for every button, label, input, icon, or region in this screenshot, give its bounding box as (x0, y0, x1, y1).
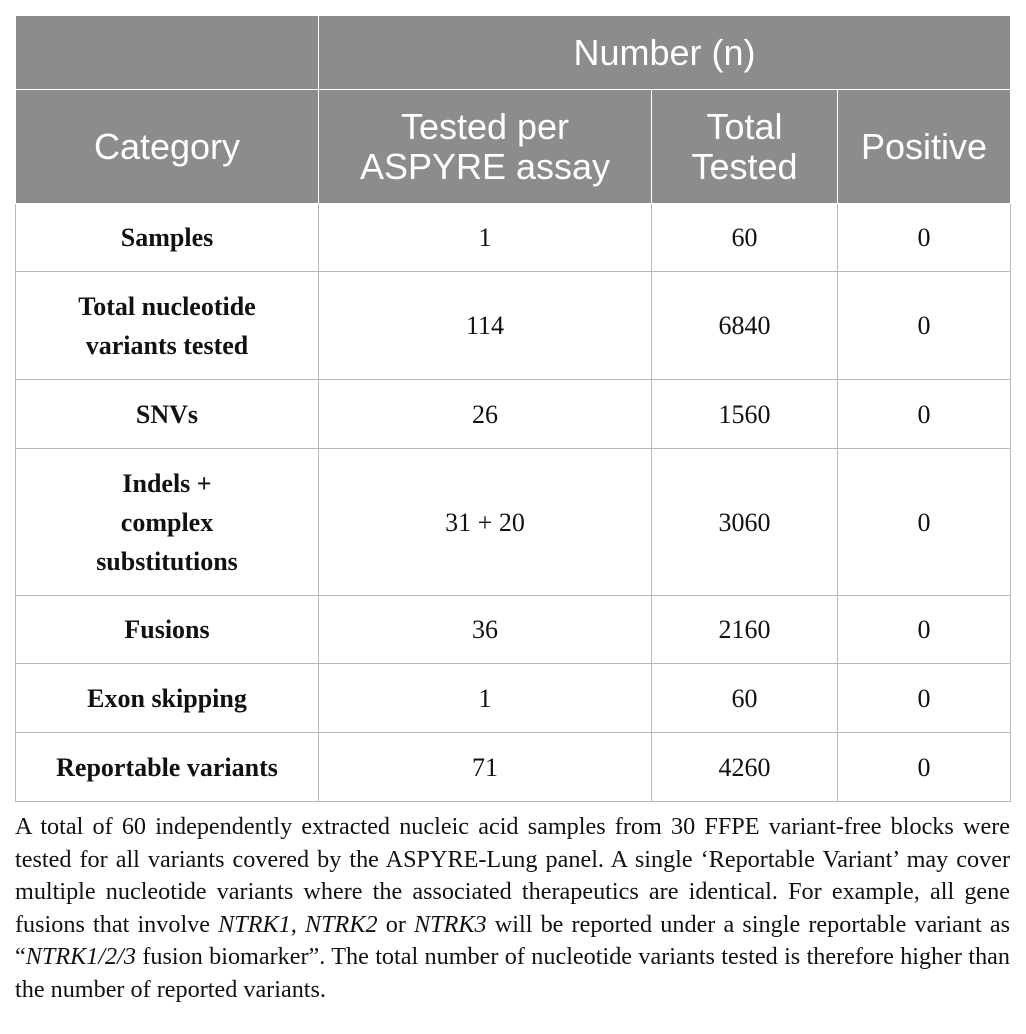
header-empty-cell (16, 16, 319, 90)
footnote-text-4: will be reported under a single reportable variant as “ (15, 910, 1010, 970)
cell-tested-per-assay: 71 (319, 733, 652, 802)
header-positive: Positive (838, 90, 1011, 204)
cell-category (16, 272, 319, 380)
table-row (16, 380, 1011, 449)
header-category: Category (16, 90, 319, 204)
cell-tested-per-assay: 114 (319, 272, 652, 380)
cell-tested-per-assay: 36 (319, 596, 652, 664)
footnote-gene-ntrk123: NTRK1/2/3 (25, 943, 136, 970)
cell-total-tested: 2160 (652, 596, 838, 664)
footnote-text-3: or (377, 910, 415, 938)
cell-positive: 0 (838, 449, 1011, 596)
cell-category: Exon skipping (16, 664, 319, 733)
cell-category: Samples (16, 204, 319, 272)
cell-positive: 0 (838, 664, 1011, 733)
footnote-gene-ntrk1: NTRK1, (218, 910, 297, 938)
cell-positive: 0 (838, 204, 1011, 272)
cell-category (16, 449, 319, 596)
header-total-tested: Total Tested (652, 90, 838, 204)
header-number-group: Number (n) (319, 16, 1011, 90)
table-row (16, 596, 1011, 664)
header-tested-per-assay: Tested per ASPYRE assay (319, 90, 652, 204)
cell-category-text: Indels + complex substitutions (96, 468, 238, 576)
table-row (16, 449, 1011, 596)
cell-total-tested: 60 (652, 204, 838, 272)
cell-category: Fusions (16, 596, 319, 664)
results-table-container (15, 15, 1010, 1006)
footnote-gene-ntrk2: NTRK2 (304, 910, 378, 938)
cell-total-tested: 6840 (652, 272, 838, 380)
header-row-columns (16, 90, 1011, 204)
cell-total-tested: 1560 (652, 380, 838, 449)
cell-tested-per-assay: 1 (319, 664, 652, 733)
table-footnote (15, 811, 1010, 1006)
cell-positive: 0 (838, 733, 1011, 802)
cell-positive: 0 (838, 272, 1011, 380)
cell-category-text: Total nucleotide variants tested (78, 291, 256, 360)
header-row-group (16, 16, 1011, 90)
footnote-text-2 (297, 911, 305, 938)
cell-category: SNVs (16, 380, 319, 449)
cell-positive: 0 (838, 596, 1011, 664)
cell-total-tested: 60 (652, 664, 838, 733)
cell-total-tested: 3060 (652, 449, 838, 596)
cell-total-tested: 4260 (652, 733, 838, 802)
table-row (16, 664, 1011, 733)
cell-positive: 0 (838, 380, 1011, 449)
footnote-gene-ntrk3: NTRK3 (414, 910, 487, 938)
table-row (16, 272, 1011, 380)
footnote-text-5: fusion biomarker”. The total number of nucleotide variants tested is therefore higher than the number of reported variants. (15, 943, 1010, 1003)
table-row (16, 733, 1011, 802)
cell-category: Reportable variants (16, 733, 319, 802)
table-row (16, 204, 1011, 272)
cell-tested-per-assay: 31 + 20 (319, 449, 652, 596)
cell-tested-per-assay: 26 (319, 380, 652, 449)
cell-tested-per-assay: 1 (319, 204, 652, 272)
footnote-text-1: A total of 60 independently extracted nucleic acid samples from 30 FFPE variant-free blocks were tested for all variants covered by the ASPYRE-Lung panel. A single ‘Reportable Variant’ may cover multiple nucleotide variants where the associated therapeutics are identical. For example, all gene fusions that involve (15, 813, 1010, 938)
results-table (15, 15, 1011, 802)
